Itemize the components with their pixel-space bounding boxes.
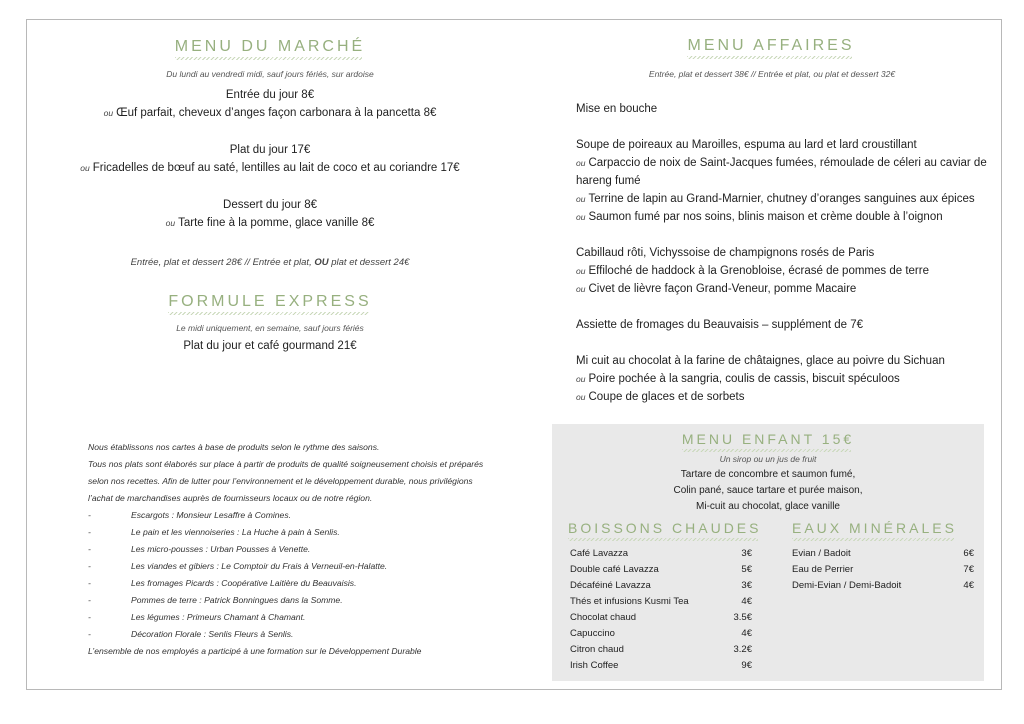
formula-part2: plat et dessert 24€ bbox=[331, 257, 410, 268]
supplier-text: Le pain et les viennoiseries : La Huche à pain à Senlis. bbox=[131, 527, 340, 537]
supplier-item bbox=[88, 558, 508, 575]
alt-text: Saumon fumé par nos soins, blinis maison et crème double à l’oignon bbox=[588, 211, 943, 223]
affaires-dessert-alt bbox=[576, 370, 1002, 388]
boissons-chaudes-title-text: BOISSONS CHAUDES bbox=[568, 518, 761, 541]
list-dash: - bbox=[88, 510, 91, 520]
drink-row bbox=[570, 642, 752, 658]
dessert-alternative bbox=[40, 214, 500, 232]
affaires-plat-alt bbox=[576, 280, 1002, 298]
mise-en-bouche: Mise en bouche bbox=[576, 103, 658, 115]
notes-intro-line: l’achat de marchandises auprès de fournisseurs locaux ou de notre région. bbox=[88, 493, 373, 503]
affaires-dessert-main: Mi cuit au chocolat à la farine de châtaignes, glace au poivre du Sichuan bbox=[576, 355, 945, 367]
drink-price: 3€ bbox=[741, 548, 752, 559]
drink-name: Décaféiné Lavazza bbox=[570, 580, 651, 591]
ou-label: ou bbox=[576, 266, 586, 276]
menu-marche-subtitle: Du lundi au vendredi midi, sauf jours fériés, sur ardoise bbox=[166, 69, 374, 79]
supplier-item bbox=[88, 507, 508, 524]
list-dash: - bbox=[88, 595, 91, 605]
affaires-entree-alt bbox=[576, 154, 1002, 190]
dessert-alt-text: Tarte fine à la pomme, glace vanille 8€ bbox=[178, 217, 375, 229]
menu-marche-formula bbox=[40, 257, 500, 268]
list-dash: - bbox=[88, 561, 91, 571]
menu-enfant-item: Mi-cuit au chocolat, glace vanille bbox=[696, 501, 840, 512]
menu-affaires-title bbox=[540, 36, 1002, 59]
notes-intro-line: Nous établissons nos cartes à base de produits selon le rythme des saisons. bbox=[88, 442, 380, 452]
alt-text: Coupe de glaces et de sorbets bbox=[588, 391, 745, 403]
drink-row bbox=[570, 658, 752, 674]
drink-name: Irish Coffee bbox=[570, 660, 619, 671]
menu-marche-title bbox=[40, 37, 500, 60]
supplier-item bbox=[88, 626, 508, 643]
list-dash: - bbox=[88, 629, 91, 639]
alt-text: Carpaccio de noix de Saint-Jacques fumées, rémoulade de céleri au caviar de hareng fumé bbox=[576, 157, 987, 187]
sourcing-notes bbox=[88, 439, 508, 660]
affaires-dessert-alt bbox=[576, 388, 1002, 406]
dessert-du-jour: Dessert du jour 8€ bbox=[223, 199, 317, 211]
ou-label: ou bbox=[576, 194, 586, 204]
drink-name: Double café Lavazza bbox=[570, 564, 659, 575]
right-column bbox=[540, 19, 1002, 406]
drink-name: Citron chaud bbox=[570, 644, 624, 655]
drink-name: Capuccino bbox=[570, 628, 615, 639]
left-column bbox=[40, 19, 500, 355]
menu-affaires-body bbox=[540, 100, 1002, 406]
notes-intro-line: Tous nos plats sont élaborés sur place à partir de produits de qualité soigneusement choisis et préparés bbox=[88, 459, 484, 469]
list-dash: - bbox=[88, 544, 91, 554]
affaires-fromage: Assiette de fromages du Beauvaisis – supplément de 7€ bbox=[576, 319, 864, 331]
formule-express-title bbox=[40, 292, 500, 315]
list-dash: - bbox=[88, 578, 91, 588]
drink-row bbox=[570, 594, 752, 610]
drink-row bbox=[792, 562, 974, 578]
notes-intro-line: selon nos recettes. Afin de lutter pour l’environnement et le développement durable, nous privilégions bbox=[88, 476, 473, 486]
menu-enfant-box bbox=[552, 424, 984, 681]
list-dash: - bbox=[88, 612, 91, 622]
drink-row bbox=[792, 546, 974, 562]
notes-closing: L’ensemble de nos employés a participé à une formation sur le Développement Durable bbox=[88, 646, 422, 656]
plat-du-jour: Plat du jour 17€ bbox=[229, 144, 311, 156]
alt-text: Terrine de lapin au Grand-Marnier, chutney d’oranges sanguines aux épices bbox=[588, 193, 975, 205]
affaires-entree-alt bbox=[576, 208, 1002, 226]
supplier-text: Les micro-pousses : Urban Pousses à Venette. bbox=[131, 544, 311, 554]
ou-label: ou bbox=[80, 163, 90, 173]
ou-label: ou bbox=[576, 374, 586, 384]
menu-affaires-subtitle: Entrée, plat et dessert 38€ // Entrée et plat, ou plat et dessert 32€ bbox=[648, 69, 896, 79]
supplier-item bbox=[88, 575, 508, 592]
supplier-text: Décoration Florale : Senlis Fleurs à Senlis. bbox=[131, 629, 294, 639]
supplier-item bbox=[88, 609, 508, 626]
entree-alternative bbox=[40, 104, 500, 122]
menu-enfant-title-text: MENU ENFANT 15€ bbox=[682, 429, 854, 452]
eaux-minerales-list bbox=[792, 546, 974, 594]
drink-price: 4€ bbox=[963, 580, 974, 591]
alt-text: Civet de lièvre façon Grand-Veneur, pomme Macaire bbox=[588, 283, 857, 295]
drink-name: Evian / Badoit bbox=[792, 548, 851, 559]
formule-express-item: Plat du jour et café gourmand 21€ bbox=[183, 340, 357, 352]
drink-row bbox=[570, 562, 752, 578]
menu-enfant-title bbox=[552, 429, 984, 452]
ou-label: ou bbox=[576, 392, 586, 402]
supplier-text: Les fromages Picards : Coopérative Laitière du Beauvaisis. bbox=[131, 578, 357, 588]
ou-label: ou bbox=[576, 284, 586, 294]
entree-du-jour: Entrée du jour 8€ bbox=[225, 89, 315, 101]
formula-part1: Entrée, plat et dessert 28€ // Entrée et plat, bbox=[130, 257, 312, 268]
supplier-item bbox=[88, 524, 508, 541]
affaires-plat-alt bbox=[576, 262, 1002, 280]
plat-alternative bbox=[40, 159, 500, 177]
plat-alt-text: Fricadelles de bœuf au saté, lentilles au lait de coco et au coriandre 17€ bbox=[92, 162, 460, 174]
ou-label: ou bbox=[165, 218, 176, 228]
supplier-text: Escargots : Monsieur Lesaffre à Comines. bbox=[131, 510, 292, 520]
alt-text: Poire pochée à la sangria, coulis de cassis, biscuit spéculoos bbox=[588, 373, 900, 385]
menu-enfant-item: Colin pané, sauce tartare et purée maison, bbox=[673, 485, 863, 496]
supplier-text: Les légumes : Primeurs Chamant à Chamant. bbox=[131, 612, 306, 622]
drink-row bbox=[570, 546, 752, 562]
drink-row bbox=[792, 578, 974, 594]
menu-affaires-title-text: MENU AFFAIRES bbox=[687, 36, 854, 59]
drink-price: 4€ bbox=[741, 596, 752, 607]
drink-name: Thés et infusions Kusmi Tea bbox=[570, 596, 689, 607]
menu-enfant-subtitle: Un sirop ou un jus de fruit bbox=[719, 454, 817, 464]
drink-row bbox=[570, 578, 752, 594]
drink-price: 3.5€ bbox=[733, 612, 752, 623]
drink-price: 9€ bbox=[741, 660, 752, 671]
drink-price: 5€ bbox=[741, 564, 752, 575]
menu-marche-title-text: MENU DU MARCHÉ bbox=[175, 37, 365, 60]
ou-label: ou bbox=[103, 108, 114, 118]
drink-name: Café Lavazza bbox=[570, 548, 629, 559]
supplier-text: Pommes de terre : Patrick Bonningues dans la Somme. bbox=[131, 595, 343, 605]
menu-enfant-item: Tartare de concombre et saumon fumé, bbox=[680, 469, 856, 480]
affaires-entree-alt bbox=[576, 190, 1002, 208]
boissons-chaudes-title bbox=[568, 518, 761, 541]
boissons-chaudes-list bbox=[570, 546, 752, 674]
eaux-minerales-title bbox=[792, 518, 957, 541]
formula-ou: OU bbox=[314, 257, 329, 268]
alt-text: Effiloché de haddock à la Grenobloise, écrasé de pommes de terre bbox=[588, 265, 929, 277]
entree-alt-text: Œuf parfait, cheveux d’anges façon carbonara à la pancetta 8€ bbox=[116, 107, 437, 119]
supplier-text: Les viandes et gibiers : Le Comptoir du Frais à Verneuil-en-Halatte. bbox=[131, 561, 388, 571]
drink-price: 6€ bbox=[963, 548, 974, 559]
drink-name: Demi-Evian / Demi-Badoit bbox=[792, 580, 902, 591]
drink-price: 3€ bbox=[741, 580, 752, 591]
drink-price: 4€ bbox=[741, 628, 752, 639]
ou-label: ou bbox=[576, 212, 586, 222]
list-dash: - bbox=[88, 527, 91, 537]
drink-price: 3.2€ bbox=[733, 644, 752, 655]
drink-row bbox=[570, 626, 752, 642]
formule-express-subtitle: Le midi uniquement, en semaine, sauf jours fériés bbox=[176, 323, 364, 333]
menu-enfant-items bbox=[552, 467, 984, 515]
formule-express-title-text: FORMULE EXPRESS bbox=[168, 292, 371, 315]
affaires-entree-main: Soupe de poireaux au Maroilles, espuma au lard et lard croustillant bbox=[576, 139, 917, 151]
drink-row bbox=[570, 610, 752, 626]
ou-label: ou bbox=[576, 158, 586, 168]
drink-name: Chocolat chaud bbox=[570, 612, 637, 623]
eaux-minerales-title-text: EAUX MINÉRALES bbox=[792, 518, 957, 541]
supplier-item bbox=[88, 541, 508, 558]
affaires-plat-main: Cabillaud rôti, Vichyssoise de champignons rosés de Paris bbox=[576, 247, 875, 259]
supplier-item bbox=[88, 592, 508, 609]
drink-name: Eau de Perrier bbox=[792, 564, 854, 575]
drink-price: 7€ bbox=[963, 564, 974, 575]
